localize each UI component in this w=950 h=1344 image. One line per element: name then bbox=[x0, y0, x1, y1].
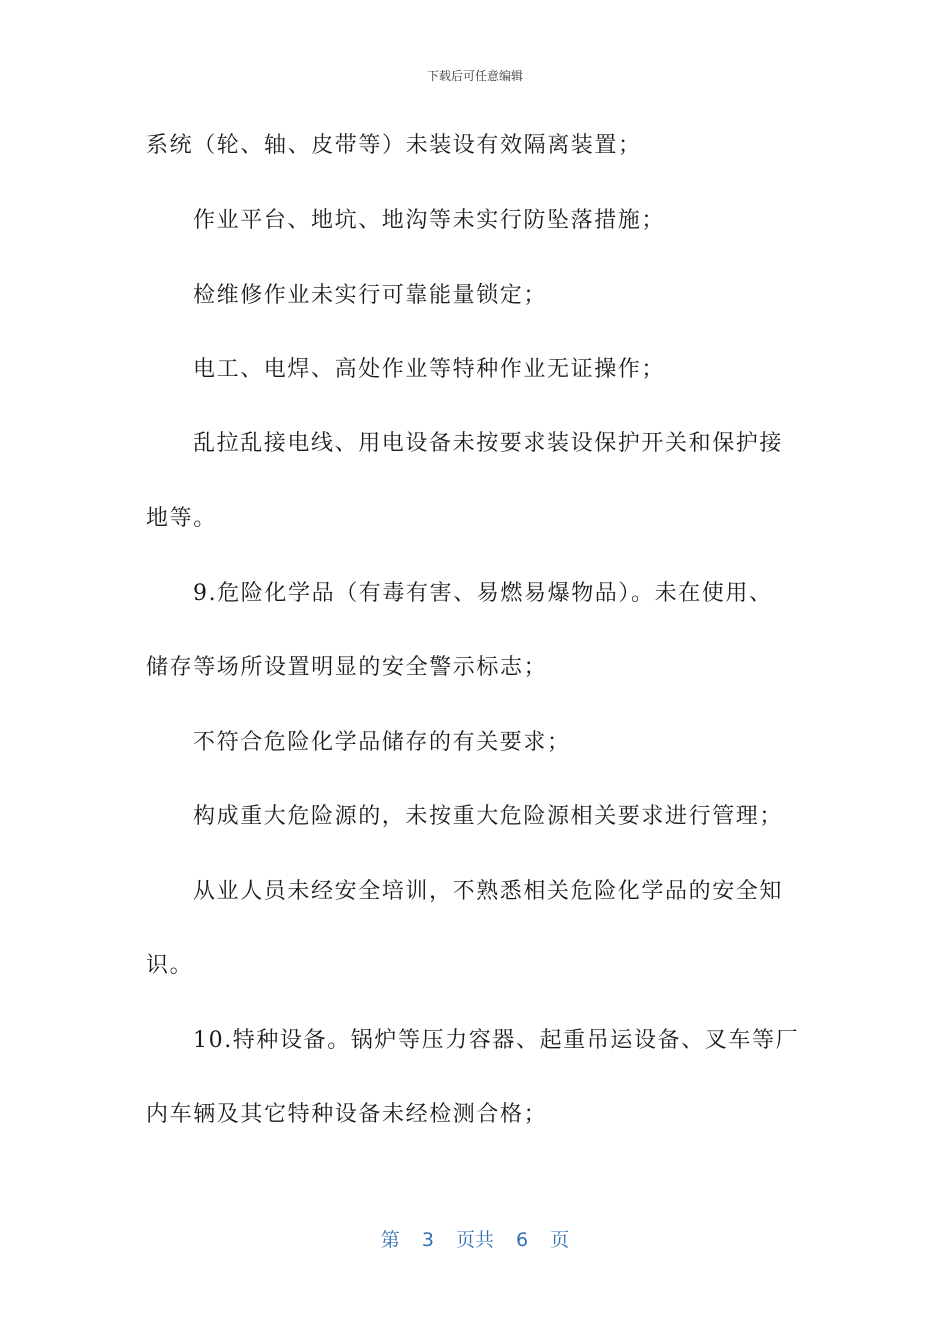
body-line: 地等。 bbox=[146, 506, 217, 531]
header-note: 下载后可任意编辑 bbox=[426, 69, 523, 83]
body-line: 不符合危险化学品储存的有关要求； bbox=[193, 730, 571, 755]
body-line: 构成重大危险源的，未按重大危险源相关要求进行管理； bbox=[193, 804, 784, 829]
page-mid: 页共 bbox=[455, 1229, 494, 1251]
body-line: 系统（轮、轴、皮带等）未装设有效隔离装置； bbox=[146, 133, 642, 158]
body-line: 检维修作业未实行可靠能量锁定； bbox=[193, 283, 548, 308]
body-line: 乱拉乱接电线、用电设备未按要求装设保护开关和保护接 bbox=[193, 431, 784, 456]
body-line: 内车辆及其它特种设备未经检测合格； bbox=[146, 1102, 548, 1127]
body-line: 作业平台、地坑、地沟等未实行防坠落措施； bbox=[193, 208, 666, 233]
body-line: 识。 bbox=[146, 953, 194, 978]
page-current: 3 bbox=[421, 1229, 434, 1251]
body-line: 10.特种设备。锅炉等压力容器、起重吊运设备、叉车等厂 bbox=[193, 1028, 800, 1053]
body-line: 电工、电焊、高处作业等特种作业无证操作； bbox=[193, 357, 666, 382]
page-suffix: 页 bbox=[550, 1229, 570, 1251]
body-line: 储存等场所设置明显的安全警示标志； bbox=[146, 655, 548, 680]
page-total: 6 bbox=[516, 1229, 529, 1251]
body-line: 从业人员未经安全培训，不熟悉相关危险化学品的安全知 bbox=[193, 879, 784, 904]
body-line: 9.危险化学品（有毒有害、易燃易爆物品）。未在使用、 bbox=[193, 581, 773, 606]
page-prefix: 第 bbox=[380, 1229, 400, 1251]
page-footer bbox=[0, 1225, 950, 1252]
